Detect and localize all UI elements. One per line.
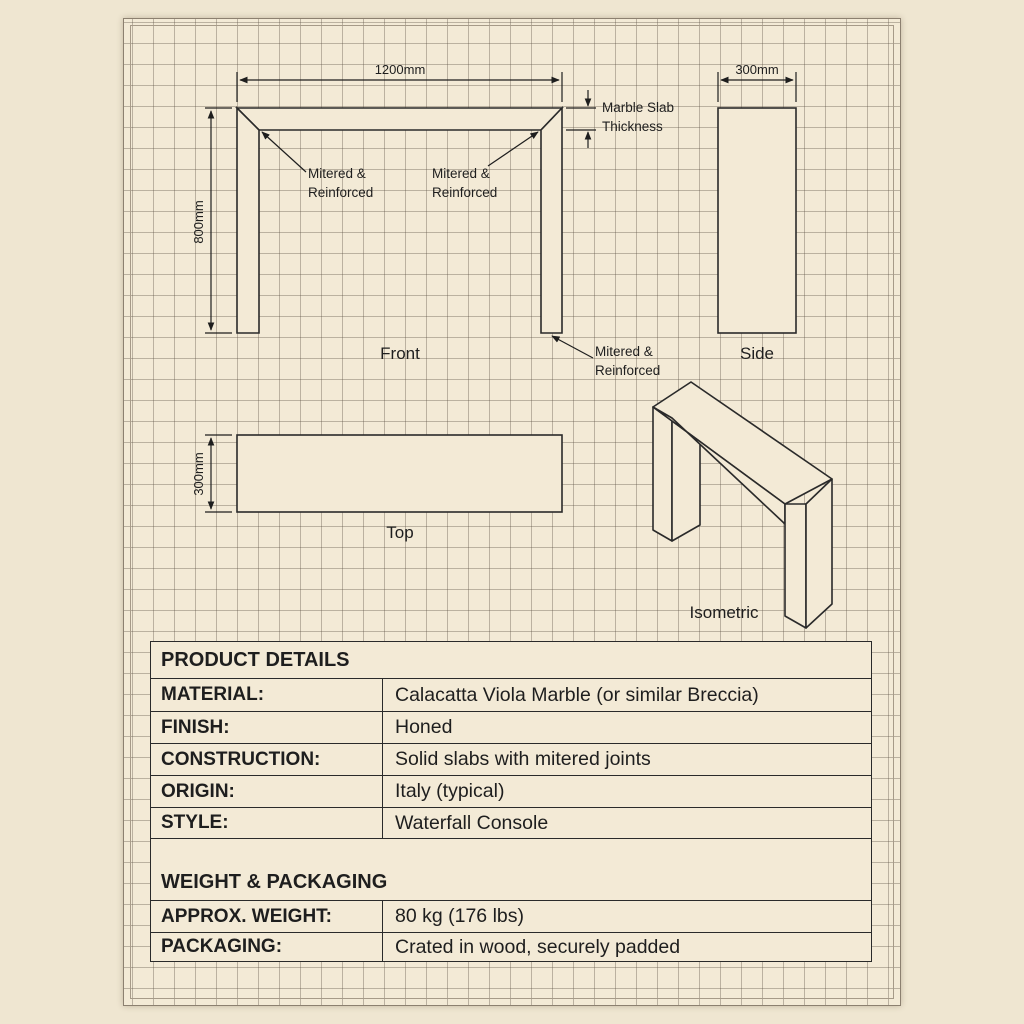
details-row-origin	[151, 775, 871, 807]
top-view	[237, 435, 562, 512]
top-depth-label: 300mm	[191, 452, 206, 496]
packaging-row	[151, 932, 871, 961]
construction-label: CONSTRUCTION:	[151, 744, 383, 775]
side-width-label: 300mm	[735, 62, 779, 77]
top-depth-dimension	[205, 435, 232, 512]
miter-right-line1: Mitered &	[432, 166, 490, 181]
front-right-leg	[541, 108, 562, 333]
origin-label: ORIGIN:	[151, 776, 383, 807]
weight-packaging-title: WEIGHT & PACKAGING	[161, 871, 388, 893]
miter-left-line2: Reinforced	[308, 185, 374, 200]
miter-right-line2: Reinforced	[432, 185, 498, 200]
front-height-dimension	[205, 108, 232, 333]
packaging-label: PACKAGING:	[151, 933, 383, 961]
isometric-view-label: Isometric	[689, 603, 759, 622]
miter-bottom-line2: Reinforced	[595, 363, 661, 378]
side-view-label: Side	[739, 344, 775, 363]
isometric-view	[653, 382, 832, 628]
weight-packaging-header	[151, 864, 871, 901]
iso-left-leg-front	[653, 407, 672, 541]
miter-left-line1: Mitered &	[308, 166, 366, 181]
product-details-title: PRODUCT DETAILS	[161, 648, 350, 671]
style-label: STYLE:	[151, 808, 383, 838]
miter-bottom-line1: Mitered &	[595, 344, 653, 359]
thickness-dimension	[566, 90, 596, 148]
front-width-label: 1200mm	[374, 62, 426, 77]
front-view	[237, 108, 562, 333]
details-row-construction	[151, 743, 871, 775]
front-height-label: 800mm	[191, 200, 206, 244]
finish-label: FINISH:	[151, 712, 383, 743]
details-row-material	[151, 678, 871, 711]
front-top-slab	[237, 108, 562, 130]
product-details-table	[150, 641, 872, 962]
details-row-style	[151, 807, 871, 839]
construction-value: Solid slabs with mitered joints	[395, 748, 651, 770]
details-row-finish	[151, 711, 871, 743]
style-value: Waterfall Console	[395, 811, 549, 834]
side-view	[718, 108, 796, 333]
iso-right-leg-side	[806, 479, 832, 628]
weight-label: APPROX. WEIGHT:	[151, 901, 383, 932]
iso-right-leg-front	[785, 504, 806, 628]
front-view-label: Front	[380, 344, 420, 363]
material-label: MATERIAL:	[151, 679, 383, 711]
origin-value: Italy (typical)	[395, 780, 505, 802]
finish-value: Honed	[395, 716, 453, 738]
weight-row	[151, 900, 871, 932]
thickness-label-line2: Thickness	[602, 119, 663, 134]
thickness-label-line1: Marble Slab	[602, 100, 675, 115]
material-value: Calacatta Viola Marble (or similar Breccia)	[395, 683, 759, 706]
top-view-label: Top	[386, 523, 414, 542]
packaging-value: Crated in wood, securely padded	[395, 935, 681, 958]
front-left-leg	[237, 108, 259, 333]
product-details-header	[151, 642, 871, 678]
weight-value: 80 kg (176 lbs)	[395, 905, 524, 927]
